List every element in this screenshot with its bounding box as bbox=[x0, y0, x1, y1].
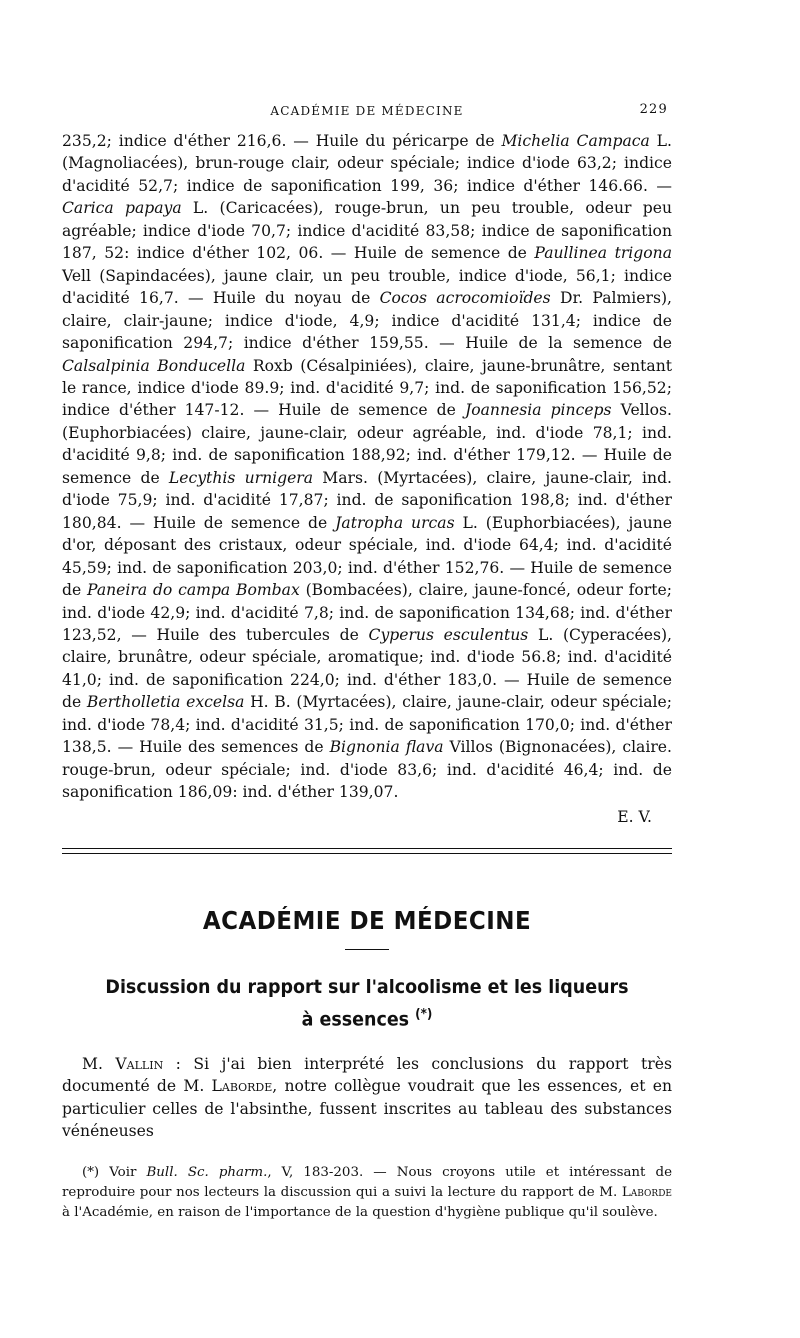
text-segment: (Bombacées), claire, jaune-foncé, odeur forte; ind. d'iode 42,9; ind. d'acidité 7,8; ind. de saponification 134,68; ind. d'éther 123,52, — Huile des tubercules de bbox=[62, 581, 672, 644]
species-name: Joannesia pinceps bbox=[464, 401, 612, 420]
species-name: Carica papaya bbox=[62, 199, 182, 218]
text-segment: Dr. Palmiers), claire, clair-jaune; indice d'iode, 4,9; indice d'acidité 131,4; indice de saponification 294,7; indice d'éther 159,55. — Huile de la semence de bbox=[62, 289, 672, 353]
footnote-reference-title: Bull. Sc. pharm. bbox=[146, 1164, 268, 1180]
text-segment: 235,2; indice d'éther 216,6. — Huile du péricarpe de bbox=[62, 132, 502, 150]
footnote-text-a: Voir bbox=[109, 1164, 147, 1180]
text-segment: L. (Magnoliacées), brun-rouge clair, odeur spéciale; indice d'iode 63,2; indice d'acidité 52,7; indice de saponification 199, 36; indice d'éther 146.66. — bbox=[62, 132, 672, 195]
text-segment: Roxb (Césalpiniées), claire, jaune-brunâtre, sentant le rance, indice d'iode 89.9; ind. d'acidité 9,7; ind. de saponification 156,52; indice d'éther 147-12. — Huile de semence de bbox=[62, 356, 673, 420]
species-name: Jatropha urcas bbox=[335, 513, 455, 532]
speaker-name: Vallin bbox=[115, 1054, 164, 1073]
running-head bbox=[62, 100, 672, 124]
species-name: Paneira do campa Bombax bbox=[87, 581, 300, 600]
species-name: Cocos acrocomioïdes bbox=[379, 289, 551, 308]
species-name: Lecythis urnigera bbox=[168, 468, 314, 487]
continuation-paragraph bbox=[62, 130, 672, 804]
footnote-reference: (*) bbox=[415, 1006, 433, 1022]
footnote bbox=[62, 1163, 672, 1223]
article-title-line-2-text: à essences bbox=[301, 1007, 410, 1030]
section-title: ACADÉMIE DE MÉDECINE bbox=[202, 905, 532, 935]
page-number: 229 bbox=[639, 102, 668, 117]
footnote-marker: (*) bbox=[82, 1164, 110, 1180]
footnote-person: Laborde bbox=[621, 1184, 672, 1200]
section-divider bbox=[62, 848, 672, 854]
intro-paragraph bbox=[62, 1053, 672, 1143]
text-segment: Vell (Sapindacées), jaune clair, un peu trouble, indice d'iode, 56,1; indice d'acidité 16,7. — Huile du noyau de bbox=[62, 266, 672, 308]
journal-page bbox=[62, 100, 672, 1223]
title-underline bbox=[345, 949, 389, 950]
article-title-line-1: Discussion du rapport sur l'alcoolisme et les liqueurs bbox=[105, 975, 629, 998]
article-title bbox=[86, 974, 647, 1033]
species-name: Michelia Campaca bbox=[501, 132, 650, 150]
species-name: Paullinea trigona bbox=[534, 244, 673, 263]
text-segment: L. (Cyperacées), claire, brunâtre, odeur spéciale, aromatique; ind. d'iode 56.8; ind. d'acidité 41,0; ind. de saponification 224,0; ind. d'éther 183,0. — Huile de semence de bbox=[62, 625, 672, 712]
species-name: Calsalpinia Bonducella bbox=[62, 356, 246, 375]
author-signature: E. V. bbox=[617, 807, 652, 826]
speaker-prefix: M. bbox=[82, 1054, 116, 1073]
text-segment: H. B. (Myrtacées), claire, jaune-clair, odeur spéciale; ind. d'iode 78,4; ind. d'acidité 31,5; ind. de saponification 170,0; ind. d'éther 138,5. — Huile des semences de bbox=[62, 693, 672, 757]
running-head-title: ACADÉMIE DE MÉDECINE bbox=[270, 104, 464, 118]
text-segment: Villos (Bignonacées), claire. rouge-brun, odeur spéciale; ind. d'iode 83,6; ind. d'acidité 46,4; ind. de saponification 186,09: ind. d'éther 139,07. bbox=[62, 738, 672, 802]
text-segment: L. (Euphorbiacées), jaune d'or, déposant des cristaux, odeur spéciale, ind. d'iode 64,4; ind. d'acidité 45,59; ind. de saponification 203,0; ind. d'éther 152,76. — Huile de semence de bbox=[62, 513, 672, 600]
article-title-line-2 bbox=[86, 1001, 647, 1033]
species-name: Bertholletia excelsa bbox=[86, 693, 245, 712]
text-segment: L. (Caricacées), rouge-brun, un peu trouble, odeur peu agréable; indice d'iode 70,7; indice d'acidité 83,58; indice de saponification 187, 52: indice d'éther 102, 06. — Huile de semence de bbox=[62, 199, 672, 263]
intro-text-a: : Si j'ai bien interprété les conclusions du rapport très documenté de M. bbox=[62, 1054, 672, 1096]
text-segment: Vellos. (Euphorbiacées) claire, jaune-clair, odeur agréable, ind. d'iode 78,1; ind. d'acidité 9,8; ind. de saponification 188,92; ind. d'éther 179,12. — Huile de semence de bbox=[62, 401, 672, 487]
referenced-person: Laborde bbox=[211, 1077, 273, 1096]
species-name: Bignonia flava bbox=[329, 738, 444, 757]
text-segment: Mars. (Myrtacées), claire, jaune-clair, ind. d'iode 75,9; ind. d'acidité 17,87; ind. de saponification 198,8; ind. d'éther 180,84. — Huile de semence de bbox=[62, 468, 673, 532]
footnote-text-b: , V, 183-203. — Nous croyons utile et intéressant de reproduire pour nos lecteurs la discussion qui a suivi la lecture du rapport de M. bbox=[62, 1164, 672, 1200]
intro-text-b: , notre collègue voudrait que les essences, et en particulier celles de l'absinthe, fussent inscrites au tableau des substances vénéneuses bbox=[62, 1077, 672, 1141]
species-name: Cyperus esculentus bbox=[368, 625, 529, 644]
footnote-text-c: à l'Académie, en raison de l'importance de la question d'hygiène publique qu'il soulève. bbox=[62, 1204, 658, 1220]
